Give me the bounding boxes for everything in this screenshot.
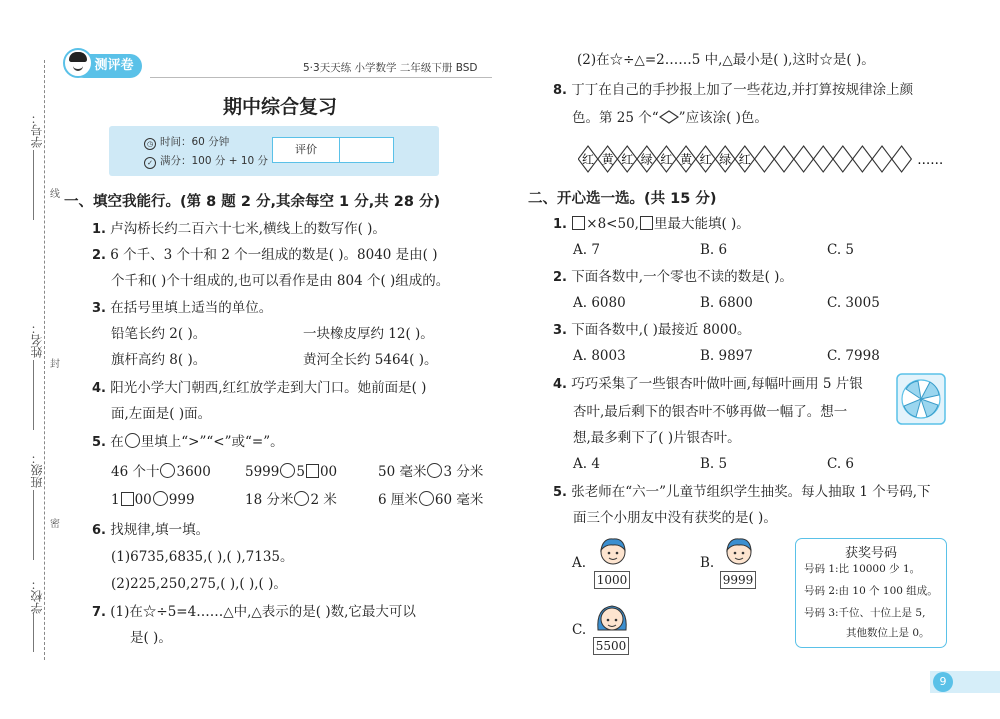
- q7-text-a: (1)在☆÷5=4……△中,△表示的是( )数,它最大可以: [110, 604, 416, 620]
- time-row: [144, 134, 229, 150]
- section-2-title: 二、开心选一选。(共 15 分): [528, 191, 717, 207]
- q2-text-a: 6 个千、3 个十和 2 个一组成的数是( )。8040 是由( ): [110, 247, 438, 263]
- question-4: 4. 阳光小学大门朝西,红红放学走到大门口。她前面是( ): [92, 380, 427, 396]
- circle-blank-icon[interactable]: [294, 491, 309, 506]
- mc4-text-c: 想,最多剩下了( )片银杏叶。: [573, 430, 741, 446]
- girl-kid-icon: [594, 600, 630, 640]
- prize-line-2: 号码 2:由 10 个 100 组成。: [804, 585, 938, 597]
- prize-numbers-box: [795, 538, 947, 648]
- binding-dashed-line: [44, 60, 45, 660]
- pattern-diamond: [755, 146, 775, 172]
- section-1-title: 一、填空我能行。(第 8 题 2 分,其余每空 1 分,共 28 分): [64, 194, 441, 210]
- mc3-option-b[interactable]: B. 9897: [700, 348, 753, 364]
- question-8: 8. 丁丁在自己的手抄报上加了一些花边,并打算按规律涂上颜: [553, 82, 914, 98]
- school-line: [33, 612, 34, 652]
- q3-d: 黄河全长约 5464( )。: [303, 352, 438, 368]
- evaluation-label: 评价: [273, 138, 340, 162]
- pattern-diamond: [853, 146, 873, 172]
- score-text: 满分：100 分 + 10 分: [160, 155, 269, 167]
- circle-blank-icon[interactable]: [419, 491, 434, 506]
- circle-blank-icon[interactable]: [427, 463, 442, 478]
- mc3-option-c[interactable]: C. 7998: [827, 348, 880, 364]
- compare-2: 5999 5 00: [245, 464, 338, 480]
- mc4-option-c[interactable]: C. 6: [827, 456, 855, 472]
- prize-line-4: 其他数位上是 0。: [846, 627, 930, 639]
- mc-question-4: 4. 巧巧采集了一些银杏叶做叶画,每幅叶画用 5 片银: [553, 376, 863, 392]
- seal-mark-line: 线: [50, 189, 60, 200]
- q3-c: 旗杆高约 8( )。: [111, 352, 207, 368]
- pattern-diamond-label: 红: [699, 152, 712, 167]
- mc2-option-c[interactable]: C. 3005: [827, 295, 880, 311]
- compare-3: 50 毫米 3 分米: [378, 464, 484, 480]
- compare-6: 6 厘米 60 毫米: [378, 492, 484, 508]
- mc1-option-a[interactable]: A. 7: [573, 242, 600, 258]
- page-title: 期中综合复习: [222, 96, 337, 118]
- student-number-line: [33, 150, 34, 220]
- mc-question-3: 3. 下面各数中,( )最接近 8000。: [553, 322, 751, 338]
- compare-5: 18 分米 2 米: [245, 492, 337, 508]
- pattern-diamond: [813, 146, 833, 172]
- mc2-option-a[interactable]: A. 6080: [573, 295, 626, 311]
- q5-text-b: 里填上“>”“<”或“=”。: [140, 434, 284, 450]
- pattern-diamond: [774, 146, 794, 172]
- mc1-option-b[interactable]: B. 6: [700, 242, 728, 258]
- pattern-diamond: [872, 146, 892, 172]
- leaf-painting-icon: [896, 373, 946, 425]
- pattern-diamond-label: 绿: [640, 152, 653, 167]
- mc-question-1: 1. ×8<50, 里最大能填( )。: [553, 216, 750, 232]
- name-line: [33, 360, 34, 430]
- diamond-icon: [659, 110, 679, 124]
- pattern-diamond: [833, 146, 853, 172]
- mc-question-5: 5. 张老师在“六一”儿童节组织学生抽奖。每人抽取 1 个号码,下: [553, 484, 931, 500]
- page-number: 9: [933, 672, 953, 692]
- q2-text-b: 个千和( )个十组成的,也可以看作是由 804 个( )组成的。: [111, 273, 450, 289]
- circle-blank-icon: [125, 433, 140, 448]
- prize-line-1: 号码 1:比 10000 少 1。: [804, 563, 921, 575]
- question-1: 1. 卢沟桥长约二百六十七米,横线上的数写作( )。: [92, 221, 386, 237]
- pattern-diamond: [794, 146, 814, 172]
- boy-kid-icon: [596, 534, 630, 574]
- question-5: 5. 在 里填上“>”“<”或“=”。: [92, 434, 284, 450]
- class-label: 班级：: [30, 452, 44, 488]
- q8-text-a: 丁丁在自己的手抄报上加了一些花边,并打算按规律涂上颜: [571, 82, 914, 98]
- pattern-ellipsis: ……: [917, 153, 944, 168]
- mc5-text-b: 面三个小朋友中没有获奖的是( )。: [573, 510, 777, 526]
- q4-text-b: 面,左面是( )面。: [111, 406, 212, 422]
- card-b: 9999: [720, 571, 756, 589]
- boy-kid-icon: [722, 534, 756, 574]
- school-label: 学校：: [30, 578, 44, 614]
- square-blank-icon[interactable]: [121, 492, 134, 506]
- check-icon: ✓: [144, 157, 156, 169]
- diamond-pattern: [578, 145, 948, 177]
- q6-a: (1)6735,6835,( ),( ),7135。: [111, 549, 294, 565]
- q1-text: 卢沟桥长约二百六十七米,横线上的数写作( )。: [110, 221, 386, 237]
- q8-text-b: 色。第 25 个“ ”应该涂( )色。: [572, 110, 768, 126]
- mc2-option-b[interactable]: B. 6800: [700, 295, 753, 311]
- q4-text-a: 阳光小学大门朝西,红红放学走到大门口。她前面是( ): [110, 380, 427, 396]
- circle-blank-icon[interactable]: [280, 463, 295, 478]
- circle-blank-icon[interactable]: [153, 491, 168, 506]
- name-label: 姓名：: [30, 322, 44, 358]
- q6-text: 找规律,填一填。: [110, 522, 210, 538]
- square-blank-icon: [640, 216, 653, 230]
- info-box: [109, 126, 439, 176]
- q5-text-a: 在: [110, 434, 124, 450]
- q7-text-b: 是( )。: [130, 630, 172, 646]
- pattern-diamond: [892, 146, 912, 172]
- card-a: 1000: [594, 571, 630, 589]
- pattern-diamond-label: 红: [581, 152, 595, 167]
- kid-option-c[interactable]: C.: [572, 622, 587, 638]
- mc1-option-c[interactable]: C. 5: [827, 242, 855, 258]
- card-c: 5500: [593, 637, 629, 655]
- square-blank-icon: [572, 216, 585, 230]
- evaluation-box: [272, 137, 394, 163]
- pattern-diamond-label: 红: [738, 152, 751, 167]
- question-6: 6. 找规律,填一填。: [92, 522, 210, 538]
- kid-option-a[interactable]: A.: [572, 555, 587, 571]
- header-rule: [150, 77, 492, 78]
- question-7: 7. (1)在☆÷5=4……△中,△表示的是( )数,它最大可以: [92, 604, 416, 620]
- seal-mark-seal: 封: [50, 359, 60, 370]
- compare-1: 46 个十 3600: [111, 464, 211, 480]
- kid-option-b[interactable]: B.: [700, 555, 715, 571]
- prize-title: 获奖号码: [844, 546, 897, 561]
- mc4-option-b[interactable]: B. 5: [700, 456, 728, 472]
- circle-blank-icon[interactable]: [160, 463, 175, 478]
- score-row: [144, 153, 268, 169]
- pattern-diamond-label: 红: [621, 152, 634, 167]
- mc4-text-b: 杏叶,最后剩下的银杏叶不够再做一幅了。想一: [573, 404, 848, 420]
- class-line: [33, 490, 34, 560]
- student-number-label: 学号：: [30, 112, 44, 148]
- q3-text: 在括号里填上适当的单位。: [110, 300, 273, 316]
- test-paper-badge: 测评卷: [72, 54, 142, 78]
- square-blank-icon[interactable]: [306, 464, 319, 478]
- pattern-diamond-label: 红: [660, 152, 673, 167]
- q7-part-2: (2)在☆÷△=2……5 中,△最小是( ),这时☆是( )。: [577, 52, 875, 68]
- diamond-pattern-svg: [578, 145, 948, 173]
- prize-line-3: 号码 3:千位、十位上是 5,: [804, 607, 926, 619]
- q3-a: 铅笔长约 2( )。: [111, 326, 207, 342]
- series-header: 5·3天天练 小学数学 二年级下册 BSD: [303, 62, 478, 74]
- pattern-diamond-label: 黄: [601, 152, 614, 167]
- pattern-diamond-label: 绿: [719, 152, 732, 167]
- time-text: 时间：60 分钟: [160, 136, 230, 148]
- question-3: 3. 在括号里填上适当的单位。: [92, 300, 273, 316]
- mc3-option-a[interactable]: A. 8003: [573, 348, 626, 364]
- mascot-icon: [63, 48, 93, 78]
- seal-mark-secret: 密: [50, 519, 60, 530]
- q6-b: (2)225,250,275,( ),( ),( )。: [111, 576, 287, 592]
- pattern-diamond-label: 黄: [679, 152, 693, 167]
- q3-b: 一块橡皮厚约 12( )。: [303, 326, 434, 342]
- compare-4: 1 00 999: [111, 492, 195, 508]
- question-2: 2. 6 个千、3 个十和 2 个一组成的数是( )。8040 是由( ): [92, 247, 438, 263]
- clock-icon: ◷: [144, 138, 156, 150]
- mc-question-2: 2. 下面各数中,一个零也不读的数是( )。: [553, 269, 793, 285]
- mc4-option-a[interactable]: A. 4: [573, 456, 600, 472]
